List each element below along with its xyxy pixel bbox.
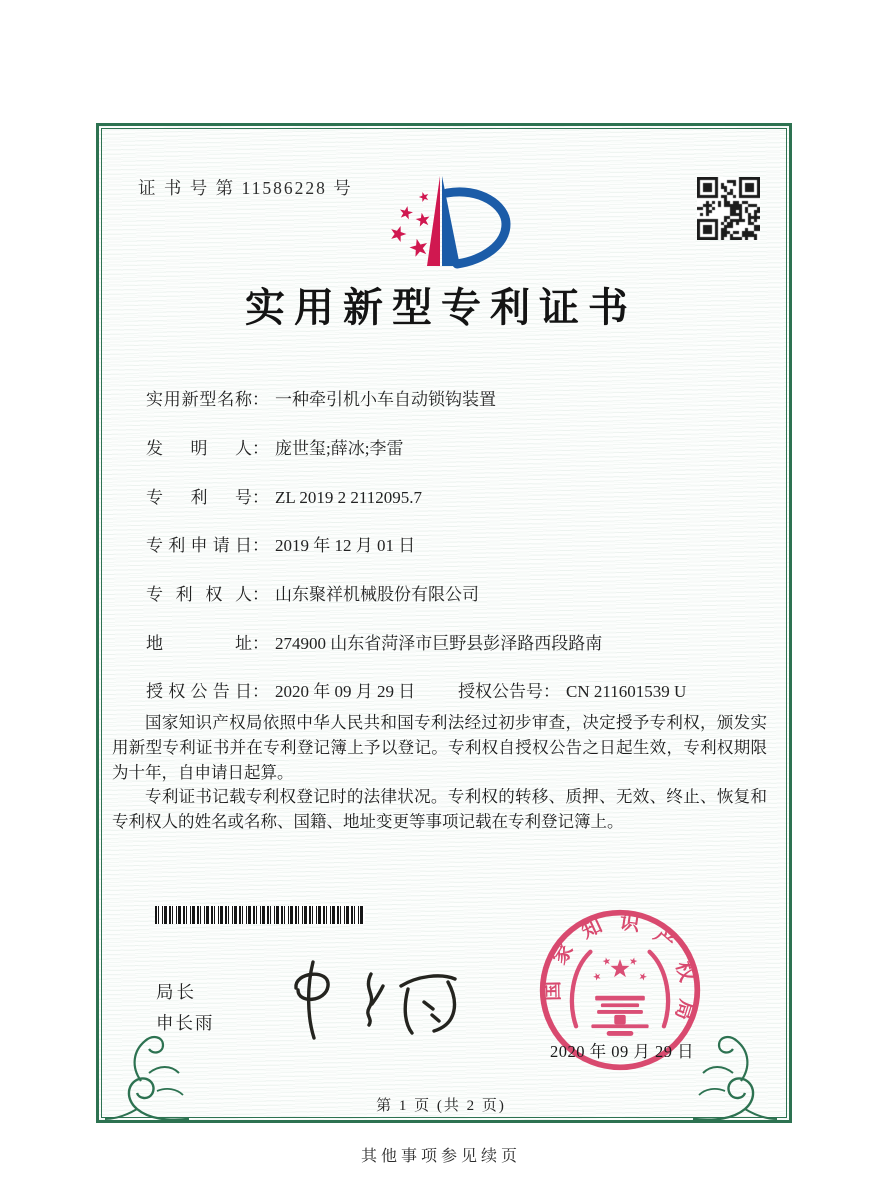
field-label: 专利权人	[146, 585, 252, 604]
field-row-address	[146, 629, 746, 654]
field-row-filing-date	[146, 531, 746, 556]
field-value: 274900 山东省菏泽市巨野县彭泽路西段路南	[275, 634, 603, 653]
barcode	[155, 906, 365, 924]
field-colon: ：	[252, 536, 269, 555]
field-colon: ：	[252, 439, 269, 458]
field-value: ZL 2019 2 2112095.7	[275, 488, 423, 507]
grant-number-label: 授权公告号	[458, 682, 543, 701]
field-label: 地址	[146, 634, 252, 653]
field-label: 授权公告日	[146, 682, 252, 701]
legal-text-block	[112, 711, 767, 835]
field-colon: ：	[252, 390, 269, 409]
field-colon: ：	[252, 634, 269, 653]
grant-date-value: 2020 年 09 月 29 日	[275, 682, 416, 701]
field-row-patent-number	[146, 483, 746, 508]
legal-paragraph-2: 专利证书记载专利权登记时的法律状况。专利权的转移、质押、无效、终止、恢复和专利权人的姓名或名称、国籍、地址变更等事项记载在专利登记簿上。	[112, 787, 767, 832]
field-label: 专利号	[146, 488, 252, 507]
field-row-patentee	[146, 580, 746, 605]
cnipa-logo-icon	[383, 164, 523, 276]
logo-spire-red	[427, 176, 440, 266]
field-row-name	[146, 385, 746, 410]
grant-number-group	[458, 677, 686, 702]
seal-date: 2020 年 09 月 29 日	[550, 1042, 695, 1061]
field-label: 发明人	[146, 439, 252, 458]
field-colon: ：	[252, 585, 269, 604]
certificate-number: 证 书 号 第 11586228 号	[138, 178, 353, 198]
continuation-note: 其他事项参见续页	[360, 1148, 521, 1165]
field-label: 实用新型名称	[146, 390, 252, 409]
director-name: 申长雨	[156, 1013, 215, 1033]
field-value: 庞世玺;薛冰;李雷	[275, 439, 404, 458]
field-colon: ：	[543, 682, 560, 701]
field-value: 山东聚祥机械股份有限公司	[275, 585, 479, 604]
field-row-grant	[146, 677, 746, 702]
field-value: 2019 年 12 月 01 日	[275, 536, 416, 555]
qr-code	[697, 177, 760, 240]
director-title: 局长	[156, 982, 197, 1002]
field-colon: ：	[252, 682, 269, 701]
grant-number-value: CN 211601539 U	[566, 682, 687, 701]
field-value: 一种牵引机小车自动锁钩装置	[275, 390, 496, 409]
field-row-inventors	[146, 434, 746, 459]
field-label: 专利申请日	[146, 536, 252, 555]
seal-national-emblem	[572, 952, 668, 1036]
seal-text: 国家知识产权局	[541, 911, 698, 1023]
director-signature	[283, 958, 468, 1042]
page-number: 第 1 页 (共 2 页)	[376, 1098, 506, 1114]
field-colon: ：	[252, 488, 269, 507]
certificate-title: 实用新型专利证书	[245, 285, 637, 330]
legal-paragraph-1: 国家知识产权局依照中华人民共和国专利法经过初步审查，决定授予专利权，颁发实用新型专利证书并在专利登记簿上予以登记。专利权自授权公告之日起生效，专利权期限为十年，自申请日起算。	[112, 713, 767, 782]
